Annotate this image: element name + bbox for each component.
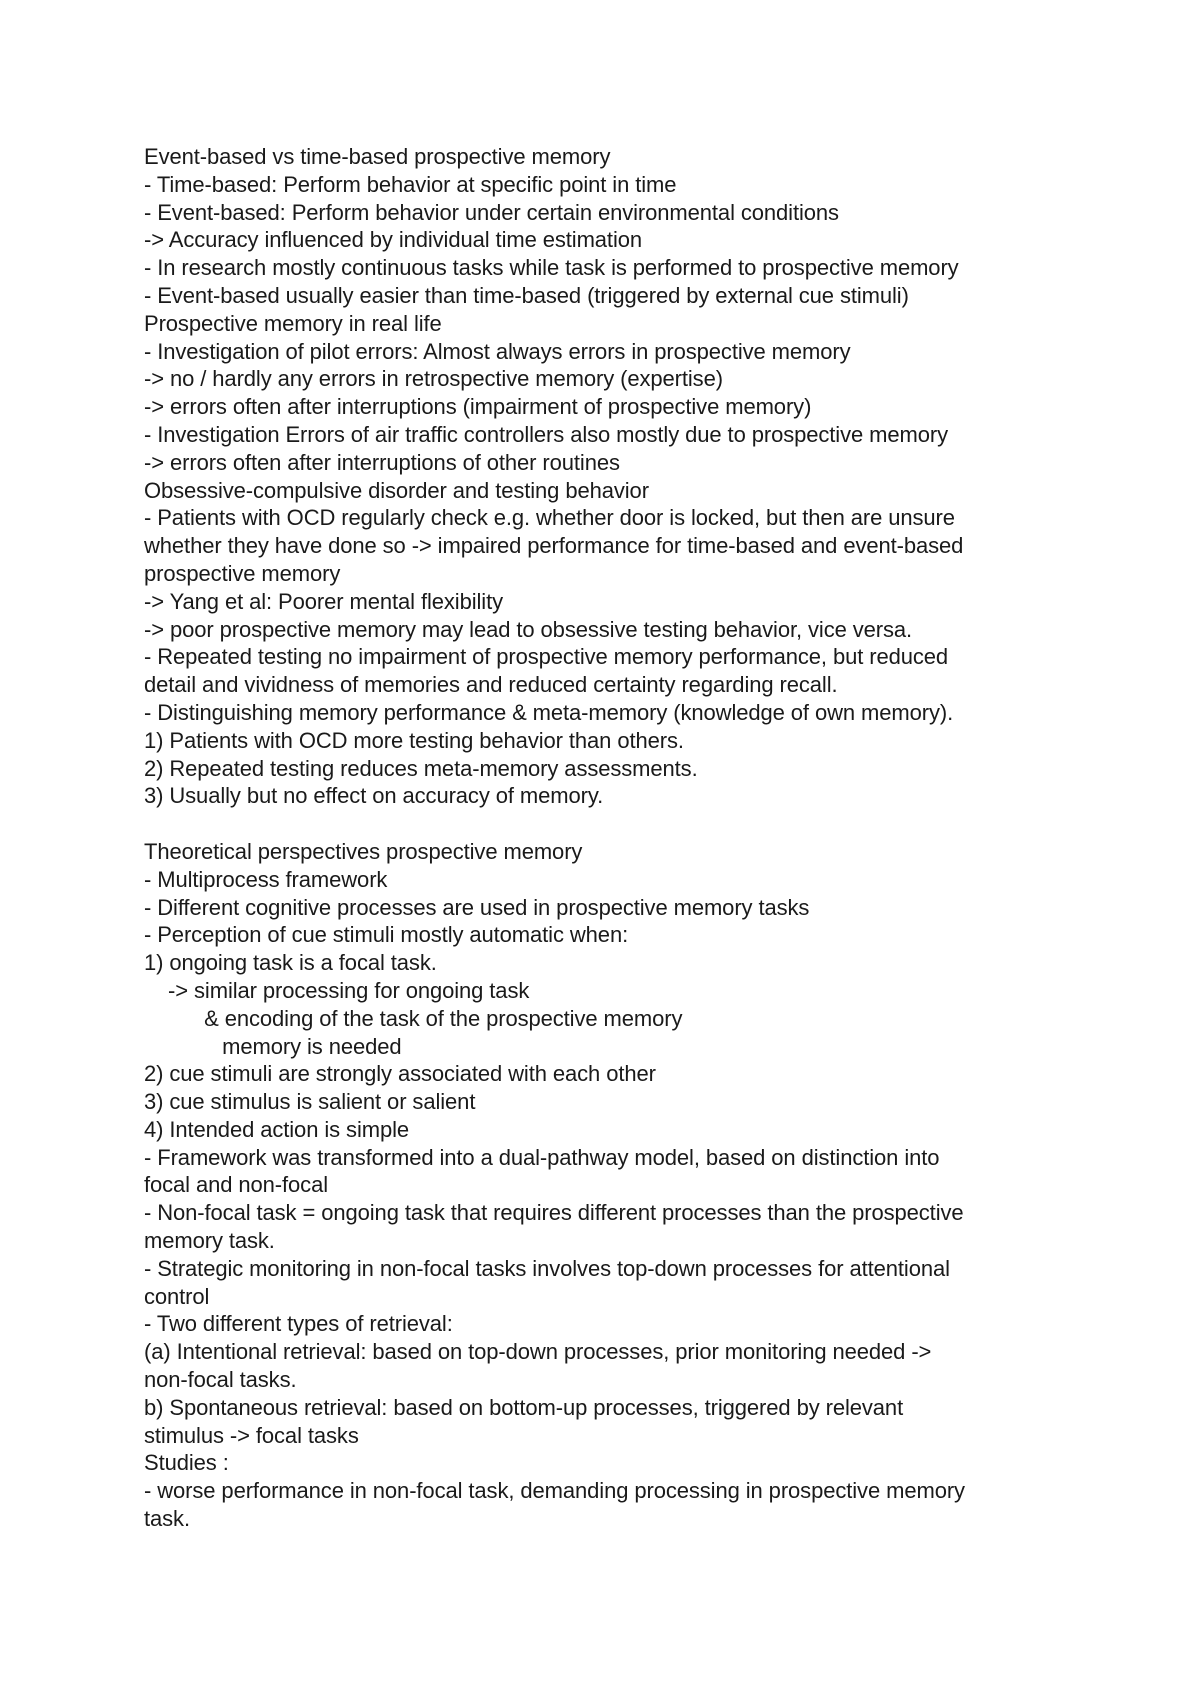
continuation-line: memory task. [144,1228,275,1254]
arrow-line: -> no / hardly any errors in retrospective memory (expertise) [144,366,723,392]
continuation-line: non-focal tasks. [144,1367,297,1393]
bullet-line: - In research mostly continuous tasks while task is performed to prospective memory [144,255,959,281]
arrow-line: -> Yang et al: Poorer mental flexibility [144,588,503,614]
lettered-item: b) Spontaneous retrieval: based on bottom-up processes, triggered by relevant [144,1394,904,1420]
bullet-line: - Patients with OCD regularly check e.g. whether door is locked, but then are unsure [144,505,955,531]
section-heading: Obsessive-compulsive disorder and testing behavior [144,477,649,503]
section-heading: Studies : [144,1450,229,1476]
bullet-line: - Distinguishing memory performance & meta-memory (knowledge of own memory). [144,699,954,725]
lettered-item: (a) Intentional retrieval: based on top-down processes, prior monitoring needed -> [144,1339,932,1365]
document-body [144,143,1084,1533]
bullet-line: - Non-focal task = ongoing task that requires different processes than the prospective [144,1200,964,1226]
indented-line: -> similar processing for ongoing task [144,977,530,1003]
continuation-line: detail and vividness of memories and reduced certainty regarding recall. [144,672,838,698]
bullet-line: - Time-based: Perform behavior at specific point in time [144,171,677,197]
bullet-line: - Event-based usually easier than time-based (triggered by external cue stimuli) [144,282,909,308]
bullet-line: - Two different types of retrieval: [144,1311,453,1337]
section-heading: Theoretical perspectives prospective memory [144,838,583,864]
continuation-line: control [144,1283,210,1309]
bullet-line: - Perception of cue stimuli mostly automatic when: [144,922,629,948]
arrow-line: -> poor prospective memory may lead to obsessive testing behavior, vice versa. [144,616,913,642]
continuation-line: stimulus -> focal tasks [144,1422,359,1448]
bullet-line: - Framework was transformed into a dual-pathway model, based on distinction into [144,1144,940,1170]
continuation-line: focal and non-focal [144,1172,329,1198]
indented-line: & encoding of the task of the prospective memory [144,1005,683,1031]
blank-line [144,810,1084,838]
numbered-item: 4) Intended action is simple [144,1116,410,1142]
numbered-item: 2) cue stimuli are strongly associated with each other [144,1061,656,1087]
arrow-line: -> errors often after interruptions of other routines [144,449,620,475]
bullet-line: - Strategic monitoring in non-focal tasks involves top-down processes for attentional [144,1255,950,1281]
numbered-item: 1) ongoing task is a focal task. [144,950,437,976]
bullet-line: - worse performance in non-focal task, demanding processing in prospective memory [144,1478,965,1504]
bullet-line: - Investigation Errors of air traffic controllers also mostly due to prospective memory [144,421,948,447]
bullet-line: - Different cognitive processes are used in prospective memory tasks [144,894,810,920]
bullet-line: - Repeated testing no impairment of prospective memory performance, but reduced [144,644,949,670]
arrow-line: -> errors often after interruptions (impairment of prospective memory) [144,394,812,420]
section-heading: Event-based vs time-based prospective memory [144,144,611,169]
numbered-item: 2) Repeated testing reduces meta-memory assessments. [144,755,698,781]
indented-line: memory is needed [144,1033,402,1059]
continuation-line: prospective memory [144,560,341,586]
section-heading: Prospective memory in real life [144,310,442,336]
bullet-line: - Multiprocess framework [144,866,388,892]
continuation-line: task. [144,1506,190,1532]
numbered-item: 1) Patients with OCD more testing behavior than others. [144,727,684,753]
bullet-line: - Event-based: Perform behavior under certain environmental conditions [144,199,839,225]
numbered-item: 3) Usually but no effect on accuracy of memory. [144,783,604,809]
bullet-line: - Investigation of pilot errors: Almost always errors in prospective memory [144,338,851,364]
continuation-line: whether they have done so -> impaired performance for time-based and event-based [144,533,964,559]
arrow-line: -> Accuracy influenced by individual time estimation [144,227,642,253]
numbered-item: 3) cue stimulus is salient or salient [144,1089,476,1115]
